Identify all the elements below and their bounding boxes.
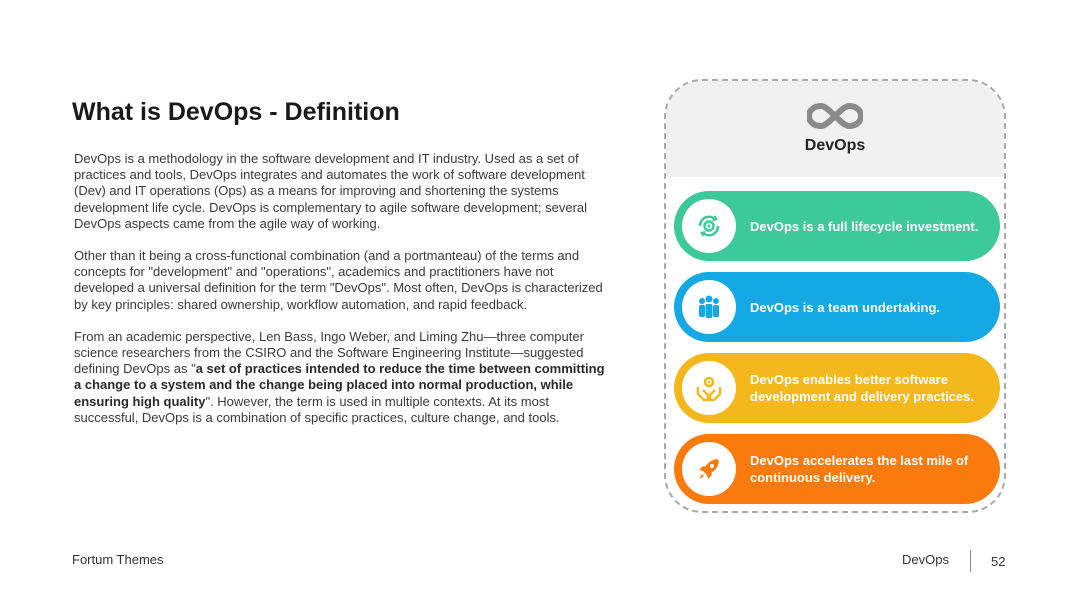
lifecycle-item	[674, 191, 1000, 261]
paragraph-2: Other than it being a cross-functional combination (and a portmanteau) of the terms and concepts for "development" and "operations", academics and practitioners have not developed a universal definition for the term "DevOps". Most often, DevOps is characterized by key principles: shared ownership, workflow automation, and rapid feedback.	[74, 248, 603, 312]
practices-label: DevOps enables better software development and delivery practices.	[750, 372, 974, 404]
paragraph-3	[74, 329, 608, 426]
page-number: 52	[991, 554, 1006, 569]
delivery-label: DevOps accelerates the last mile of continuous delivery.	[750, 453, 969, 485]
lifecycle-label: DevOps is a full lifecycle investment.	[750, 218, 979, 234]
hands-gear-icon	[682, 361, 736, 415]
team-label: DevOps is a team undertaking.	[750, 299, 941, 315]
rocket-icon	[682, 442, 736, 496]
team-icon	[682, 280, 736, 334]
paragraph-3-before: From an academic perspective, Len Bass, Ingo Weber, and Liming Zhu—three computer science researchers from the CSIRO and the Software Engineering Institute—suggested defining DevOps as "	[74, 328, 584, 377]
practices-item	[674, 353, 1000, 423]
footer-divider	[970, 550, 971, 572]
gear-cycle-icon	[682, 199, 736, 253]
slide-title: What is DevOps - Definition	[72, 98, 400, 126]
delivery-item	[674, 434, 1000, 504]
paragraph-3-after: ". However, the term is used in multiple contexts. At its most successful, DevOps is a combination of specific practices, culture change, and tools.	[74, 393, 560, 425]
panel-title: DevOps	[804, 137, 866, 154]
paragraph-1: DevOps is a methodology in the software development and IT industry. Used as a set of practices and tools, DevOps integrates and automates the work of software development (Dev) and IT operations (Ops) as a means for improving and shortening the systems development life cycle. DevOps is complementary to agile software development; several DevOps aspects came from the agile way of working.	[74, 151, 588, 231]
team-item	[674, 272, 1000, 342]
footer-section: DevOps	[902, 552, 949, 567]
infinity-icon	[807, 101, 863, 131]
body-text	[74, 151, 608, 442]
paragraph-3-quote: a set of practices intended to reduce the time between committing a change to a system and the change being placed into normal production, while ensuring high quality	[74, 361, 605, 409]
panel-header	[666, 81, 1004, 177]
footer-brand: Fortum Themes	[72, 552, 164, 567]
devops-panel	[664, 79, 1006, 513]
